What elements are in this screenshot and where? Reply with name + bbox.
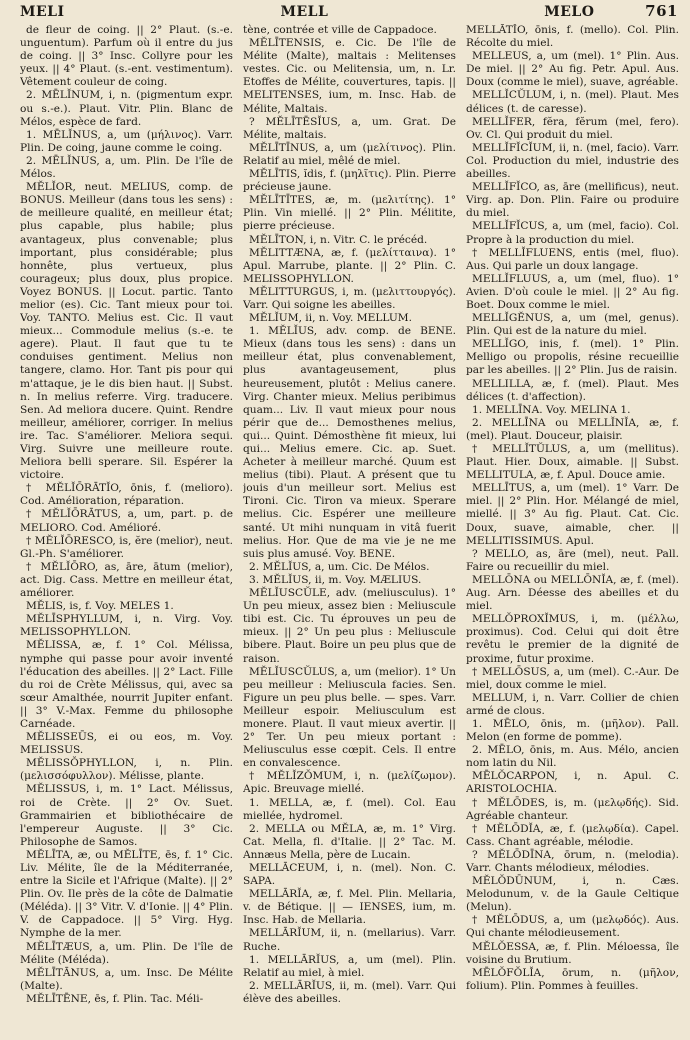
dictionary-entry: † MĔLĬŌRESCO, is, ĕre (melior), neut. Gl.-Ph. S'améliorer. — [20, 534, 233, 560]
dictionary-entry: 1. MĔLĬUS, adv. comp. de BENE. Mieux (dans tous les sens) : dans un meilleur état, plus convenablement, plus avantageusement, plus heureusement, plutôt : Melius canere. Virg. Chanter mieux. Melius peribimus quam... Liv. Il vaut mieux pour nous périr que de... Demosthenes melius, qui... Quint. Démosthène fit mieux, lui qui... Melius emere. Cic. ap. Suet. Acheter à meilleur marché. Quum est melius (tibi). Plaut. A présent que tu jouis d'un meilleur sort. Melius est Tironi. Cic. Tiron va mieux. Sperare melius. Cic. Espérer une meilleure santé. Ut mihi nunquam in vitâ fuerit melius. Hor. Que de ma vie je ne me suis plus amusé. Voy. BENE. — [243, 325, 456, 560]
dictionary-entry: † MELLĬTŬLUS, a, um (mellitus). Plaut. Hier. Doux, aimable. || Subst. MELLITULA, æ, f. Apul. Douce amie. — [466, 443, 679, 482]
dictionary-entry: MĔLISSEŪS, ei ou eos, m. Voy. MELISSUS. — [20, 731, 233, 757]
running-head-left: MELI — [20, 4, 65, 20]
dictionary-entry: tène, contrée et ville de Cappadoce. — [243, 24, 437, 36]
dictionary-entry: MELLĬFER, fĕra, fĕrum (mel, fero). Ov. Cl. Qui produit du miel. — [466, 115, 679, 141]
dictionary-entry: MĔLĪTENSIS, e. Cic. De l'île de Mélite (Malte), maltais : Melitenses vestes. Cic. ou Melitensia, um, n. Lr. Etoffes de Mélite, couvertures, tapis. || MELITENSES, ium, m. Insc. Hab. de Mélite, Maltais. — [243, 37, 456, 115]
dictionary-entry: MĔLĬUSCŬLUS, a, um (melior). 1° Un peu meilleur : Meliuscula facies. Sen. Figure un peu plus belle. — spes. Varr. Meilleur espoir. Meliusculum est monere. Plaut. Il vaut mieux avertir. || 2° Ter. Un peu mieux portant : Meliusculus esse cœpit. Cels. Il entre en convalescence. — [243, 665, 456, 770]
dictionary-entry: 2. MELLĀRĬUS, ii, m. (mel). Varr. Qui élève des abeilles. — [243, 979, 456, 1005]
dictionary-entry: 1. MELLĪNA. Voy. MELINA 1. — [472, 403, 631, 416]
dictionary-entry: MĔLĪTIS, ĭdis, f. (μηλῖτις). Plin. Pierre précieuse jaune. — [243, 168, 456, 194]
dictionary-entry: † MELLĬFLUENS, entis (mel, fluo). Aus. Qui parle un doux langage. — [466, 246, 679, 272]
dictionary-entry: 2. MELLA ou MĔLA, æ, m. 1° Virg. Cat. Mella, fl. d'Italie. || 2° Tac. M. Annæus Mella, père de Lucain. — [243, 822, 456, 861]
dictionary-entry: MELLĀRĬA, æ, f. Mel. Plin. Mellaria, v. de Bétique. || — IENSES, ium, m. Insc. Hab. de Mellaria. — [243, 888, 456, 927]
dictionary-entry: MELLŎPROXĬMUS, i, m. (μέλλω, proximus). Cod. Celui qui doit être revêtu le premier de la dignité de proxime, futur proxime. — [466, 613, 679, 665]
dictionary-entry: MELLUM, i, n. Varr. Collier de chien armé de clous. — [466, 691, 679, 717]
dictionary-entry: 2. MELLĪNA ou MELLĬNĬA, æ, f. (mel). Plaut. Douceur, plaisir. — [466, 416, 679, 442]
running-head-center: MELL — [280, 4, 329, 20]
dictionary-entry: MELLĬFĬCO, as, āre (mellificus), neut. Virg. ap. Don. Plin. Faire ou produire du miel. — [466, 181, 679, 220]
dictionary-entry: MĔLĪTĪNUS, a, um (μελίτινος). Plin. Relatif au miel, mêlé de miel. — [243, 141, 456, 167]
dictionary-entry: MELLĬGO, inis, f. (mel). 1° Plin. Melligo ou propolis, résine recueillie par les abeilles. || 2° Plin. Jus de raisin. — [466, 338, 679, 377]
dictionary-entry: MĔLISSA, æ, f. 1° Col. Mélissa, nymphe qui passe pour avoir inventé l'éducation des abeilles. || 2° Lact. Fille du roi de Crète Mélissus, qui, avec sa sœur Amalthée, nourrit Jupiter enfant. || 3° V.-Max. Femme du philosophe Carnéade. — [20, 639, 233, 730]
dictionary-entry: MĔLĪTĀNUS, a, um. Insc. De Mélite (Malte). — [20, 966, 233, 992]
dictionary-entry: MĔLĬUSCŬLE, adv. (meliusculus). 1° Un peu mieux, assez bien : Meliuscule tibi est. Cic. Tu éprouves un peu de mieux. || 2° Un peu plus : Meliuscule bibere. Plaut. Boire un peu plus que de raison. — [243, 587, 456, 665]
dictionary-entry: MELLILLA, æ, f. (mel). Plaut. Mes délices (t. d'affection). — [466, 377, 679, 403]
dictionary-entry: 1. MELLĀRĬUS, a, um (mel). Plin. Relatif au miel, à miel. — [243, 953, 456, 979]
dictionary-entry: MELLĬFĬCUS, a, um (mel, facio). Col. Propre à la production du miel. — [466, 220, 679, 246]
dictionary-entry: MĔLISSŎPHYLLON, i, n. Plin. (μελισσόφυλλον). Mélisse, plante. — [20, 757, 233, 783]
dictionary-entry: † MĔLŌDUS, a, um (μελῳδός). Aus. Qui chante mélodieusement. — [466, 914, 679, 940]
dictionary-entry: MĔLĬOR, neut. MELIUS, comp. de BONUS. Meilleur (dans tous les sens) : de meilleure qualité, en meilleur état; plus capable, plus habile; plus avantageux, plus convenable; plus important, plus considérable; plus honnête, plus vertueux, plus courageux; plus doux, plus propice. Voyez BONUS. || Locut. partic. Tanto melior (es). Cic. Tant mieux pour toi. Voy. TANTO. Melius est. Cic. Il vaut mieux... Commodule melius (s.-e. te agere). Plaut. Il faut que tu te conduises gentiment. Melius non tangere, clamo. Hor. Tant pis pour qui m'attaque, je le dis bien haut. || Subst. n. In melius referre. Virg. traducere. Sen. Ad meliora ducere. Quint. Rendre meilleur, améliorer, corriger. In melius ire. Tac. S'améliorer. Meliora sequi. Virg. Suivre une meilleure route. Meliora belli sperare. Sil. Espérer la victoire. — [20, 181, 233, 482]
dictionary-entry: MĔLĬUM, ii, n. Voy. MELLUM. — [249, 312, 412, 325]
dictionary-entry: MĔLĪTĪTES, æ, m. (μελιτίτης). 1° Plin. Vin miellé. || 2° Plin. Mélitite, pierre précieuse. — [243, 194, 456, 233]
dictionary-entry: 3. MĔLĬUS, ii, m. Voy. MÆLIUS. — [249, 573, 422, 586]
running-head-right-word: MELO — [544, 4, 595, 20]
dictionary-entry: ? MĔLĪTĒSĬUS, a, um. Grat. De Mélite, maltais. — [243, 115, 456, 141]
dictionary-entry: † MĔLŌDĬA, æ, f. (μελῳδία). Capel. Cass. Chant agréable, mélodie. — [466, 822, 679, 848]
running-head — [20, 2, 678, 24]
dictionary-entry: 2. MĒLĬNUM, i, n. (pigmentum expr. ou s.-e.). Plaut. Vitr. Plin. Blanc de Mélos, espèce de fard. — [20, 89, 233, 128]
dictionary-entry: MELLĬFLUUS, a, um (mel, fluo). 1° Avien. D'où coule le miel. || 2° Au fig. Boet. Doux comme le miel. — [466, 272, 679, 311]
page-number: 761 — [645, 2, 678, 20]
dictionary-entry: MĔLITTURGUS, i, m. (μελιττουργός). Varr. Qui soigne les abeilles. — [243, 285, 456, 311]
dictionary-entry: MĔLĪTON, i, n. Vitr. C. le précéd. — [249, 233, 428, 246]
dictionary-entry: † MĔLĬŌRĀTĬO, ōnis, f. (melioro). Cod. Amélioration, réparation. — [20, 482, 233, 508]
dictionary-entry: MELLĪTUS, a, um (mel). 1° Varr. De miel. || 2° Plin. Hor. Mélangé de miel, miellé. || 3° Au fig. Plaut. Cat. Cic. Doux, suave, aimable, cher. || MELLITISSIMUS. Apul. — [466, 482, 679, 547]
running-head-right — [544, 2, 678, 20]
dictionary-entry: † MĔLĬZŎMUM, i, n. (μελίζωμον). Apic. Breuvage miellé. — [243, 770, 456, 796]
dictionary-entry: 1. MĒLO, ōnis, m. (μῆλον). Pall. Melon (en forme de pomme). — [466, 717, 679, 744]
dictionary-entry: MELLĬFĬCĬUM, ii, n. (mel, facio). Varr. Col. Production du miel, industrie des abeilles. — [466, 141, 679, 181]
dictionary-entry: MĔLŎESSA, æ, f. Plin. Méloessa, île voisine du Brutium. — [466, 940, 679, 966]
column-3 — [466, 24, 679, 1034]
dictionary-entry: MELLĬGĔNUS, a, um (mel, genus). Plin. Qui est de la nature du miel. — [466, 312, 679, 338]
dictionary-entry: MĔLISSUS, i, m. 1° Lact. Mélissus, roi de Crète. || 2° Ov. Suet. Grammairien et bibliothécaire de l'empereur Auguste. || 3° Cic. Philosophe de Samos. — [20, 783, 233, 848]
dictionary-entry: ? MELLO, as, āre (mel), neut. Pall. Faire ou recueillir du miel. — [466, 547, 679, 573]
dictionary-entry: MĔLĪTĒNE, ēs, f. Plin. Tac. Méli- — [26, 992, 204, 1005]
dictionary-entry: MELLĀTĬO, ōnis, f. (mello). Col. Plin. Récolte du miel. — [466, 24, 679, 50]
dictionary-entry: MĒLŎCARPON, i, n. Apul. C. ARISTOLOCHIA. — [466, 770, 679, 796]
dictionary-entry: MELLĬCŬLUM, i, n. (mel). Plaut. Mes délices (t. de caresse). — [466, 89, 679, 115]
dictionary-entry: 1. MĒLĬNUS, a, um (μήλινος). Varr. Plin. De coing, jaune comme le coing. — [20, 128, 233, 154]
dictionary-entry: MELLĀCEUM, i, n. (mel). Non. C. SAPA. — [243, 862, 456, 888]
dictionary-entry: MELLĀRĬUM, ii, n. (mellarius). Varr. Ruche. — [243, 927, 456, 953]
dictionary-entry: MĔLITTÆNA, æ, f. (μελίτταινα). 1° Apul. Marrube, plante. || 2° Plin. C. MELISSOPHYLLON. — [243, 246, 456, 285]
column-1 — [20, 24, 233, 1034]
dictionary-entry: MĔLIS, is, f. Voy. MELES 1. — [26, 600, 174, 613]
column-2 — [243, 24, 456, 1034]
dictionary-entry: MĒLŎFŎLĬA, ōrum, n. (μῆλον, folium). Plin. Pommes à feuilles. — [466, 966, 679, 992]
dictionary-entry: ? MĔLŌDĪNA, ōrum, n. (melodia). Varr. Chants mélodieux, mélodies. — [466, 848, 679, 874]
dictionary-entry: † MĔLĬŌRO, as, āre, ātum (melior), act. Dig. Cass. Mettre en meilleur état, améliorer. — [20, 560, 233, 600]
dictionary-entry: † MELLŌSUS, a, um (mel). C.-Aur. De miel, doux comme le miel. — [466, 665, 679, 691]
dictionary-entry: MĔLĪTA, æ, ou MĔLĪTE, ēs, f. 1° Cic. Liv. Mélite, île de la Méditerranée, entre la Sicile et l'Afrique (Malte). || 2° Plin. Ov. Ile près de la côte de Dalmatie (Méléda). || 3° Vitr. V. d'Ionie. || 4° Plin. V. de Cappadoce. || 5° Virg. Hyg. Nymphe de la mer. — [20, 848, 233, 940]
columns — [20, 24, 678, 1034]
dictionary-entry: de fleur de coing. || 2° Plaut. (s.-e. unguentum). Parfum où il entre du jus de coing. || 3° Insc. Collyre pour les yeux. || 4° Plaut. (s.-ent. vestimentum). Vêtement couleur de coing. — [20, 24, 233, 89]
dictionary-entry: MELLEUS, a, um (mel). 1° Plin. Aus. De miel. || 2° Au fig. Petr. Apul. Aus. Doux (comme le miel), suave, agréable. — [466, 50, 679, 89]
dictionary-entry: 1. MELLA, æ, f. (mel). Col. Eau miellée, hydromel. — [243, 796, 456, 822]
dictionary-entry: 2. MĔLĬUS, a, um. Cic. De Mélos. — [249, 560, 430, 573]
dictionary-entry: † MĔLĬŌRĀTUS, a, um, part. p. de MELIORO. Cod. Amélioré. — [20, 508, 233, 534]
dictionary-entry: MĔLĪTÆUS, a, um. Plin. De l'île de Mélite (Méléda). — [20, 940, 233, 966]
dictionary-entry: 2. MĒLO, ōnis, m. Aus. Mélo, ancien nom latin du Nil. — [466, 744, 679, 770]
dictionary-entry: † MĔLŌDES, is, m. (μελῳδής). Sid. Agréable chanteur. — [466, 796, 679, 822]
dictionary-entry: MĔLĪSPHYLLUM, i, n. Virg. Voy. MELISSOPHYLLON. — [20, 613, 233, 639]
dictionary-entry: MELLŌNA ou MELLŌNĬA, æ, f. (mel). Aug. Arn. Déesse des abeilles et du miel. — [466, 573, 679, 613]
dictionary-entry: MĔLŎDŪNUM, i, n. Cæs. Melodunum, v. de la Gaule Celtique (Melun). — [466, 875, 679, 914]
dictionary-entry: 2. MĒLĬNUS, a, um. Plin. De l'île de Mélos. — [20, 154, 233, 181]
